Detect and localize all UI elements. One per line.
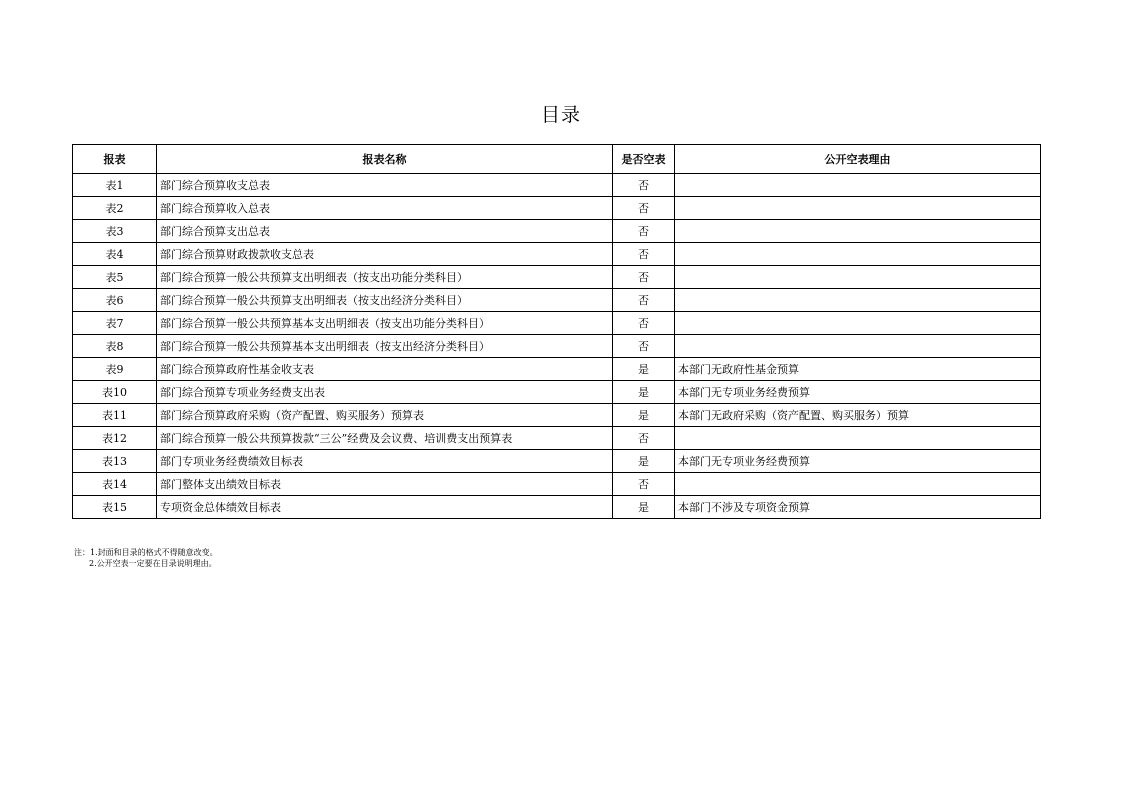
cell-report-id: 表7 [73, 312, 157, 335]
table-header-row [73, 145, 1041, 174]
cell-is-empty: 否 [613, 312, 675, 335]
cell-is-empty: 否 [613, 335, 675, 358]
cell-report-id: 表6 [73, 289, 157, 312]
footnotes [74, 547, 218, 569]
table-row [73, 174, 1041, 197]
header-report-name: 报表名称 [157, 145, 613, 174]
cell-report-id: 表12 [73, 427, 157, 450]
table-row [73, 450, 1041, 473]
cell-empty-reason: 本部门不涉及专项资金预算 [675, 496, 1041, 519]
cell-report-name: 部门综合预算一般公共预算基本支出明细表（按支出经济分类科目） [157, 335, 613, 358]
header-report-id: 报表 [73, 145, 157, 174]
cell-empty-reason: 本部门无专项业务经费预算 [675, 381, 1041, 404]
table-row [73, 358, 1041, 381]
cell-report-name: 部门综合预算政府采购（资产配置、购买服务）预算表 [157, 404, 613, 427]
cell-report-id: 表9 [73, 358, 157, 381]
cell-report-id: 表3 [73, 220, 157, 243]
cell-report-name: 部门综合预算收入总表 [157, 197, 613, 220]
cell-empty-reason [675, 266, 1041, 289]
cell-empty-reason: 本部门无专项业务经费预算 [675, 450, 1041, 473]
cell-is-empty: 否 [613, 427, 675, 450]
cell-is-empty: 否 [613, 220, 675, 243]
cell-is-empty: 是 [613, 496, 675, 519]
header-empty-reason: 公开空表理由 [675, 145, 1041, 174]
table-row [73, 496, 1041, 519]
cell-is-empty: 是 [613, 381, 675, 404]
page-title: 目录 [540, 104, 581, 126]
cell-report-name: 部门综合预算一般公共预算支出明细表（按支出经济分类科目） [157, 289, 613, 312]
cell-report-name: 部门综合预算财政拨款收支总表 [157, 243, 613, 266]
cell-is-empty: 否 [613, 174, 675, 197]
cell-empty-reason [675, 335, 1041, 358]
cell-is-empty: 是 [613, 404, 675, 427]
cell-report-name: 部门综合预算专项业务经费支出表 [157, 381, 613, 404]
cell-empty-reason: 本部门无政府采购（资产配置、购买服务）预算 [675, 404, 1041, 427]
table-row [73, 335, 1041, 358]
table-row [73, 197, 1041, 220]
cell-report-id: 表11 [73, 404, 157, 427]
cell-report-id: 表4 [73, 243, 157, 266]
cell-report-id: 表14 [73, 473, 157, 496]
table-row [73, 381, 1041, 404]
cell-report-name: 部门综合预算一般公共预算拨款“三公”经费及会议费、培训费支出预算表 [157, 427, 613, 450]
footnote-2: 2.公开空表一定要在目录说明理由。 [89, 559, 217, 568]
table-row [73, 243, 1041, 266]
cell-report-id: 表2 [73, 197, 157, 220]
footnote-1: 注：1.封面和目录的格式不得随意改变。 [74, 548, 218, 557]
cell-empty-reason [675, 197, 1041, 220]
catalog-table [72, 144, 1041, 519]
table-row [73, 220, 1041, 243]
cell-report-name: 部门综合预算政府性基金收支表 [157, 358, 613, 381]
cell-is-empty: 否 [613, 243, 675, 266]
cell-report-name: 专项资金总体绩效目标表 [157, 496, 613, 519]
cell-report-name: 部门整体支出绩效目标表 [157, 473, 613, 496]
table-row [73, 404, 1041, 427]
cell-is-empty: 是 [613, 450, 675, 473]
cell-empty-reason [675, 174, 1041, 197]
header-is-empty: 是否空表 [613, 145, 675, 174]
cell-empty-reason: 本部门无政府性基金预算 [675, 358, 1041, 381]
cell-is-empty: 否 [613, 197, 675, 220]
cell-report-name: 部门综合预算一般公共预算基本支出明细表（按支出功能分类科目） [157, 312, 613, 335]
cell-report-name: 部门综合预算一般公共预算支出明细表（按支出功能分类科目） [157, 266, 613, 289]
cell-empty-reason [675, 427, 1041, 450]
cell-empty-reason [675, 220, 1041, 243]
cell-report-id: 表1 [73, 174, 157, 197]
cell-report-id: 表8 [73, 335, 157, 358]
cell-is-empty: 否 [613, 266, 675, 289]
cell-report-name: 部门专项业务经费绩效目标表 [157, 450, 613, 473]
cell-empty-reason [675, 473, 1041, 496]
table-row [73, 473, 1041, 496]
cell-report-id: 表10 [73, 381, 157, 404]
cell-report-id: 表15 [73, 496, 157, 519]
table-row [73, 266, 1041, 289]
table-row [73, 289, 1041, 312]
cell-empty-reason [675, 312, 1041, 335]
cell-empty-reason [675, 243, 1041, 266]
cell-is-empty: 否 [613, 289, 675, 312]
table-row [73, 312, 1041, 335]
cell-report-id: 表5 [73, 266, 157, 289]
cell-report-name: 部门综合预算收支总表 [157, 174, 613, 197]
cell-empty-reason [675, 289, 1041, 312]
cell-is-empty: 否 [613, 473, 675, 496]
table-row [73, 427, 1041, 450]
table-body [73, 174, 1041, 519]
cell-report-name: 部门综合预算支出总表 [157, 220, 613, 243]
cell-is-empty: 是 [613, 358, 675, 381]
cell-report-id: 表13 [73, 450, 157, 473]
